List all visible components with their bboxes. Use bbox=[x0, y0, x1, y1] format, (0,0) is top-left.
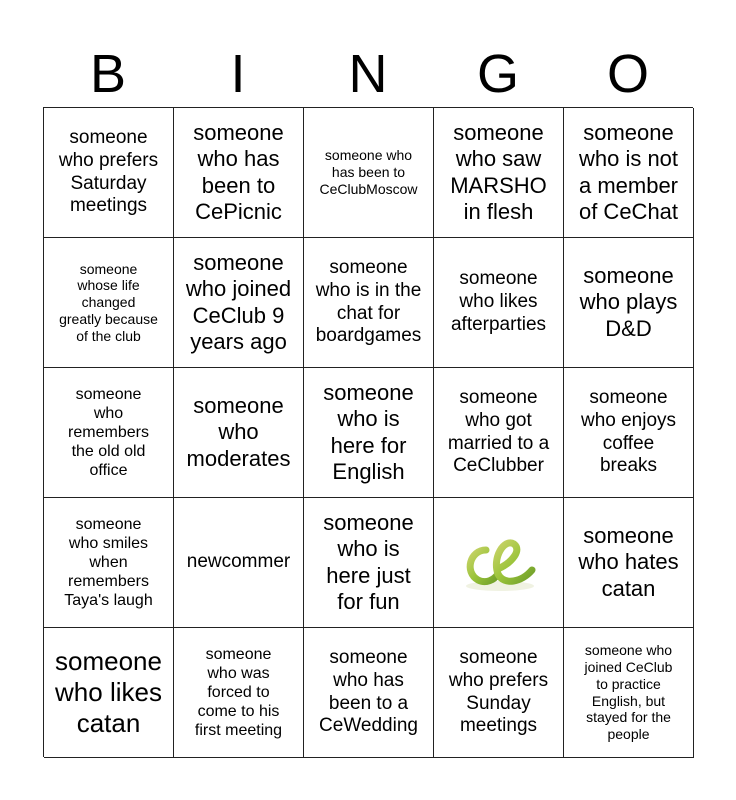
bingo-cell[interactable] bbox=[44, 498, 174, 628]
header-letter-i: I bbox=[230, 44, 246, 104]
cell-text: someone who plays D&D bbox=[579, 262, 678, 341]
cell-text: someone whose life changed greatly because of the club bbox=[59, 260, 158, 344]
header-letter-b: B bbox=[89, 44, 127, 104]
bingo-cell[interactable] bbox=[304, 108, 434, 238]
bingo-cell[interactable] bbox=[174, 108, 304, 238]
cell-text: someone who smiles when remembers Taya's laugh bbox=[64, 515, 153, 610]
header-letter-o: O bbox=[606, 44, 649, 104]
bingo-cell[interactable] bbox=[304, 628, 434, 758]
bingo-cell[interactable] bbox=[434, 368, 564, 498]
header-letter-g: G bbox=[476, 44, 519, 104]
cell-text: someone who likes afterparties bbox=[450, 268, 547, 335]
bingo-cell[interactable] bbox=[174, 238, 304, 368]
cell-text: newcommer bbox=[186, 551, 291, 573]
bingo-cell[interactable] bbox=[434, 108, 564, 238]
cell-text: someone who enjoys coffee breaks bbox=[580, 386, 677, 477]
bingo-cell[interactable] bbox=[564, 368, 694, 498]
cell-text: someone who likes catan bbox=[55, 645, 162, 739]
cell-text: someone who saw MARSHO in flesh bbox=[450, 119, 547, 224]
bingo-cell[interactable] bbox=[564, 498, 694, 628]
cell-text: someone who joined CeClub to practice English, but stayed for the people bbox=[584, 642, 673, 743]
cell-text: someone who has been to CePicnic bbox=[193, 119, 284, 224]
bingo-cell[interactable] bbox=[564, 628, 694, 758]
bingo-cell[interactable] bbox=[174, 498, 304, 628]
bingo-cell[interactable] bbox=[434, 628, 564, 758]
bingo-board bbox=[43, 107, 693, 757]
cell-text: someone who got married to a CeClubber bbox=[447, 386, 550, 477]
cell-text: someone who hates catan bbox=[578, 522, 679, 601]
bingo-cell[interactable] bbox=[44, 628, 174, 758]
cell-text: someone who is not a member of CeChat bbox=[578, 119, 679, 224]
bingo-cell[interactable] bbox=[174, 368, 304, 498]
bingo-cell[interactable] bbox=[564, 238, 694, 368]
bingo-cell[interactable] bbox=[304, 368, 434, 498]
bingo-cell[interactable] bbox=[174, 628, 304, 758]
cell-text: someone who prefers Saturday meetings bbox=[58, 126, 159, 217]
bingo-cell[interactable] bbox=[44, 368, 174, 498]
bingo-cell[interactable] bbox=[434, 238, 564, 368]
cell-text: someone who was forced to come to his first meeting bbox=[194, 645, 283, 740]
bingo-cell[interactable] bbox=[564, 108, 694, 238]
cell-text: someone who joined CeClub 9 years ago bbox=[185, 249, 292, 354]
cell-text: someone who is in the chat for boardgames bbox=[315, 256, 422, 347]
bingo-cell[interactable] bbox=[304, 498, 434, 628]
cell-text: someone who is here just for fun bbox=[323, 509, 414, 614]
cell-text: someone who has been to a CeWedding bbox=[319, 646, 418, 737]
cell-text: someone who is here for English bbox=[323, 379, 414, 484]
header-letter-n: N bbox=[348, 44, 388, 104]
free-space-cell[interactable] bbox=[434, 498, 564, 628]
bingo-header bbox=[43, 42, 693, 106]
cell-text: someone who has been to CeClubMoscow bbox=[319, 147, 418, 197]
bingo-cell[interactable] bbox=[304, 238, 434, 368]
cell-text: someone who remembers the old old office bbox=[68, 385, 149, 480]
bingo-cell[interactable] bbox=[44, 238, 174, 368]
cell-text: someone who prefers Sunday meetings bbox=[448, 646, 549, 737]
cell-text: someone who moderates bbox=[186, 392, 291, 471]
ceclub-logo-icon bbox=[456, 528, 542, 598]
bingo-cell[interactable] bbox=[44, 108, 174, 238]
